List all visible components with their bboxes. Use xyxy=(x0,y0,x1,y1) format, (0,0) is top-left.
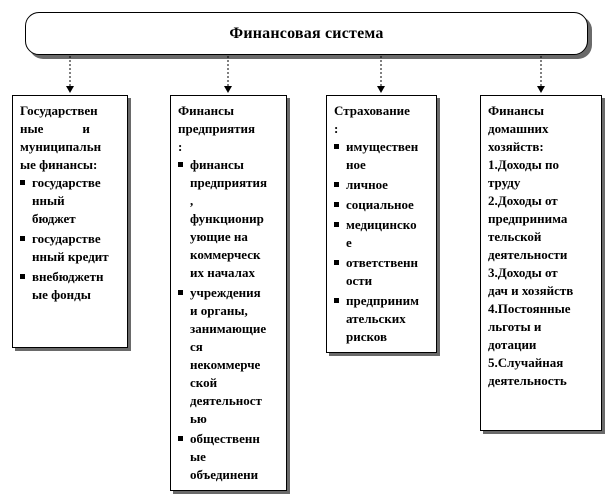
insurance-list xyxy=(334,138,430,346)
enterprise-finance-list xyxy=(178,156,280,484)
list-item: медицинско е xyxy=(334,216,430,252)
list-item: 5.Случайная деятельность xyxy=(488,355,567,388)
list-item: предприним ательских рисков xyxy=(334,292,430,346)
household-finance-list xyxy=(488,156,595,390)
list-item: общественн ые объединени xyxy=(178,430,280,484)
financial-system-title: Финансовая система xyxy=(229,24,384,42)
list-item: финансы предприятия , функционир ующие на коммерческ их началах xyxy=(178,156,280,282)
list-item: личное xyxy=(334,176,430,194)
connector-arrowhead-4 xyxy=(537,86,545,93)
list-item: государстве нный кредит xyxy=(20,230,121,266)
list-item: государстве нный бюджет xyxy=(20,174,121,228)
list-item: внебюджетн ые фонды xyxy=(20,268,121,304)
enterprise-finance-heading: Финансы предприятия : xyxy=(178,103,256,154)
connector-arrowhead-2 xyxy=(224,86,232,93)
insurance-box xyxy=(326,95,437,353)
public-finance-box xyxy=(12,95,128,348)
connector-arrowhead-3 xyxy=(377,86,385,93)
household-finance-heading: Финансы домашних хозяйств: xyxy=(488,103,549,154)
list-item: 4.Постоянные льготы и дотации xyxy=(488,301,571,352)
public-finance-heading: Государствен ные и муниципальн ые финансы: xyxy=(20,103,102,172)
public-finance-list xyxy=(20,174,121,304)
insurance-heading: Страхование : xyxy=(334,103,410,136)
enterprise-finance-box xyxy=(170,95,287,491)
connector-arrowhead-1 xyxy=(66,86,74,93)
list-item: ответственн ости xyxy=(334,254,430,290)
household-finance-box xyxy=(480,95,602,431)
list-item: 1.Доходы по труду xyxy=(488,157,559,190)
list-item: учреждения и органы, занимающие ся некоммерче ской деятельност ью xyxy=(178,284,280,428)
list-item: 3.Доходы от дач и хозяйств xyxy=(488,265,574,298)
list-item: 2.Доходы от предпринима тельской деятельности xyxy=(488,193,568,262)
list-item: социальное xyxy=(334,196,430,214)
list-item: имуществен ное xyxy=(334,138,430,174)
